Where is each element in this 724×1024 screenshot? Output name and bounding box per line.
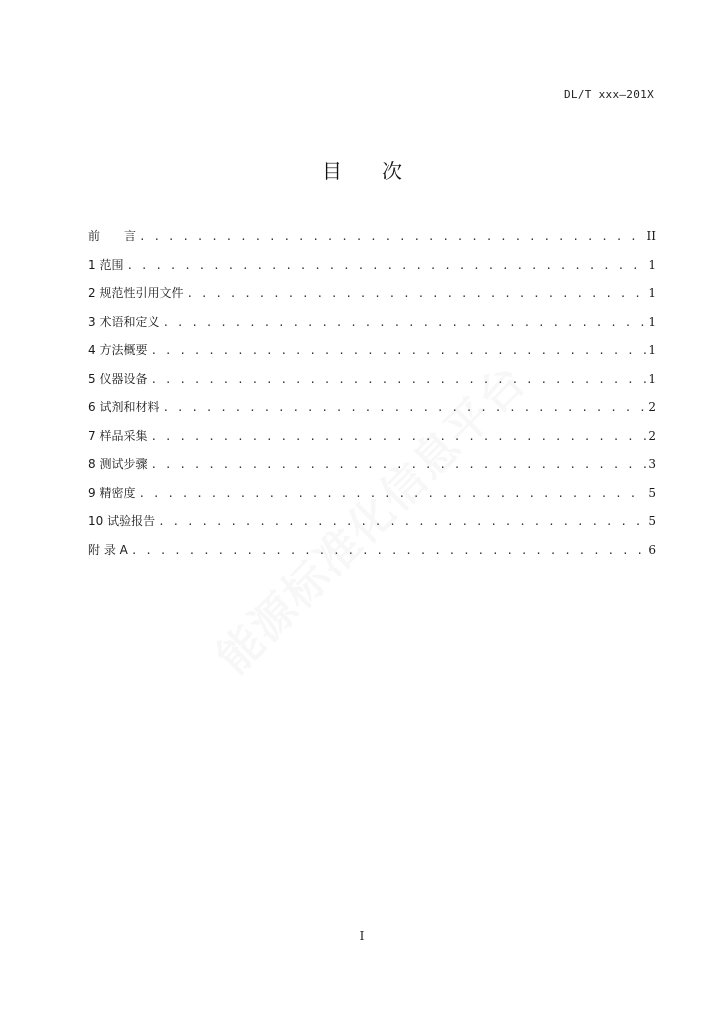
toc-entry-page: 3	[648, 457, 656, 471]
title-part-1: 目	[322, 159, 342, 183]
toc-dot-leader	[158, 515, 646, 528]
toc-entry-test-procedure[interactable]	[88, 455, 656, 484]
toc-dot-leader	[186, 287, 646, 300]
toc-dot-leader	[150, 344, 646, 357]
toc-dot-leader	[162, 401, 646, 414]
toc-entry-appendix-a[interactable]	[88, 541, 656, 570]
toc-entry-label: 5 仪器设备	[88, 371, 148, 386]
toc-dot-leader	[150, 373, 646, 386]
toc-entry-sampling[interactable]	[88, 427, 656, 456]
title-part-2: 次	[382, 159, 402, 183]
toc-dot-leader	[150, 430, 646, 443]
toc-entry-page: 1	[648, 286, 656, 300]
toc-entry-page: 1	[648, 314, 656, 329]
toc-dot-leader	[150, 458, 646, 471]
toc-entry-precision[interactable]	[88, 484, 656, 513]
toc-entry-page: 5	[648, 485, 656, 500]
toc-entry-label: 4 方法概要	[88, 343, 148, 357]
toc-entry-label: 前 言	[88, 229, 137, 243]
toc-entry-label: 1 范围	[88, 257, 124, 272]
toc-entry-terms-definitions[interactable]	[88, 313, 656, 342]
toc-entry-page: 1	[648, 343, 656, 357]
toc-entry-label: 8 测试步骤	[88, 457, 148, 471]
toc-entry-page: 1	[648, 257, 656, 272]
toc-dot-leader	[126, 259, 646, 272]
toc-entry-method-summary[interactable]	[88, 341, 656, 370]
toc-entry-page: II	[646, 229, 656, 243]
toc-entry-page: 1	[648, 371, 656, 386]
toc-entry-label: 10 试验报告	[88, 514, 156, 528]
toc-entry-page: 6	[648, 542, 656, 557]
toc-entry-label: 2 规范性引用文件	[88, 286, 184, 300]
toc-entry-label: 附 录 A	[88, 542, 128, 557]
toc-entry-foreword[interactable]	[88, 227, 656, 256]
toc-dot-leader	[131, 544, 647, 557]
toc-entry-page: 2	[648, 428, 656, 443]
toc-entry-scope[interactable]	[88, 256, 656, 285]
toc-entry-test-report[interactable]	[88, 512, 656, 541]
toc-dot-leader	[138, 487, 646, 500]
toc-entry-label: 3 术语和定义	[88, 314, 160, 329]
toc-entry-page: 5	[648, 514, 656, 528]
watermark: 能源标准化信息平台	[207, 355, 537, 684]
table-of-contents	[88, 227, 656, 569]
toc-entry-label: 9 精密度	[88, 485, 136, 500]
standard-code: DL/T xxx—201X	[564, 88, 654, 101]
toc-dot-leader	[139, 230, 645, 243]
toc-dot-leader	[162, 316, 646, 329]
toc-entry-label: 7 样品采集	[88, 428, 148, 443]
toc-entry-page: 2	[648, 400, 656, 414]
toc-entry-reagents-materials[interactable]	[88, 398, 656, 427]
toc-entry-apparatus[interactable]	[88, 370, 656, 399]
toc-entry-label: 6 试剂和材料	[88, 400, 160, 414]
footer-page-number: I	[359, 929, 365, 943]
page-title	[0, 155, 724, 184]
toc-entry-normative-references[interactable]	[88, 284, 656, 313]
